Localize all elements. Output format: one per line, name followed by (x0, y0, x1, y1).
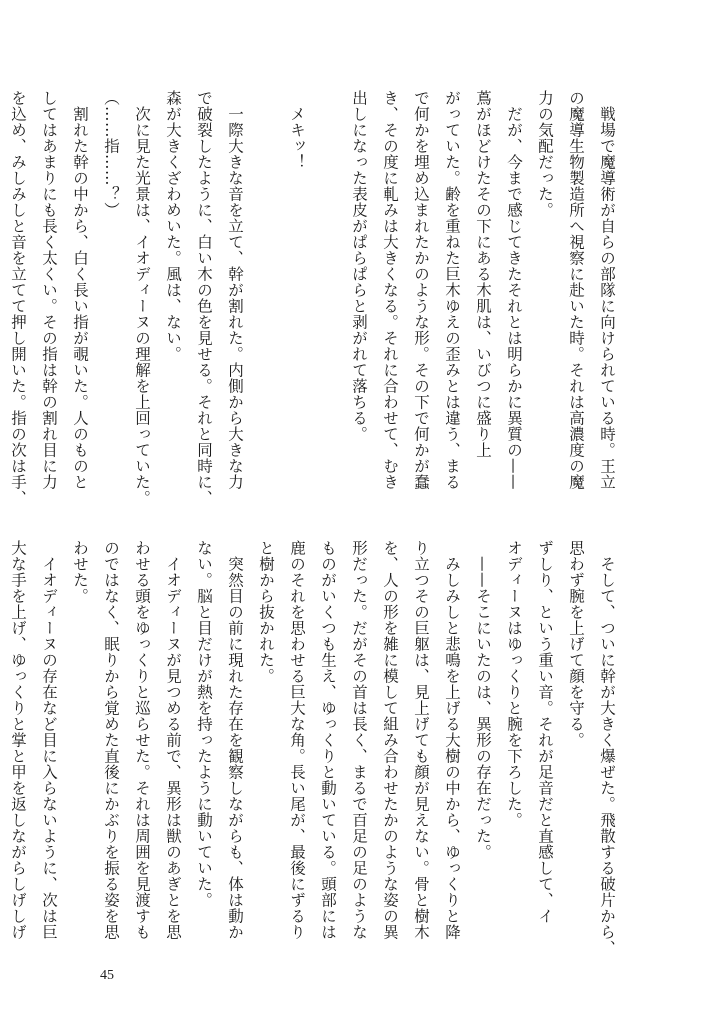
bottom_block-line: 大な手を上げ、ゆっくりと掌と甲を返しながらしげしげ (9, 540, 27, 940)
top-text-block (9, 90, 622, 506)
top_block-line: だが、今まで感じてきたそれとは明らかに異質の—— (505, 90, 523, 490)
bottom_block-line: 思わず腕を上げて顔を守る。 (567, 540, 585, 748)
bottom_block-line: そして、ついに幹が大きく爆ぜた。飛散する破片から、 (598, 540, 616, 956)
top_block-line: 一際大きな音を立て、幹が割れた。内側から大きな力 (226, 90, 244, 490)
bottom_block-line: ない。脳と目だけが熱を持ったように動いていた。 (195, 540, 213, 908)
bottom_block-line: ——そこにいたのは、異形の存在だった。 (474, 540, 492, 860)
bottom_block-line: を、人の形を雑に模して組み合わせたかのような姿の異 (381, 540, 399, 940)
top_block-line: （……指……？） (102, 90, 120, 218)
top_block-line: 割れた幹の中から、白く長い指が覗いた。人のものと (71, 90, 89, 490)
top_block-line: してはあまりにも長く太くい。その指は幹の割れ目に力 (40, 90, 58, 490)
bottom_block-line: わせる頭をゆっくりと巡らせた。それは周囲を見渡すも (133, 540, 151, 940)
bottom_block-line: イオディーヌの存在など目に入らないように、次は巨 (40, 540, 58, 940)
top_block-line: メキッ！ (288, 90, 306, 170)
top_block-line (250, 90, 281, 485)
top_block-line: 次に見た光景は、イオディーヌの理解を上回っていた。 (133, 90, 151, 506)
bottom_block-line: 鹿のそれを思わせる巨大な角。長い尾が、最後にずるり (288, 540, 306, 940)
top_block-line (312, 90, 343, 485)
bottom_block-line: り立つその巨躯は、見上げても顔が見えない。骨と樹木 (412, 540, 430, 940)
bottom_block-line: わせた。 (71, 540, 89, 604)
bottom_block-line: 形だった。だがその首は長く、まるで百足の足のような (350, 540, 368, 940)
bottom_block-line: のではなく、眠りから覚めた直後にかぶりを振る姿を思 (102, 540, 120, 940)
top_block-line: き、その度に軋みは大きくなる。それに合わせて、むき (381, 90, 399, 490)
top_block-line: 蔦がほどけたその下にある木肌は、いびつに盛り上 (474, 90, 492, 458)
bottom_block-line: と樹から抜かれた。 (257, 540, 275, 684)
bottom-text-block (9, 540, 622, 956)
page-number: 45 (100, 968, 114, 983)
top_block-line: を込め、みしみしと音を立てて押し開いた。指の次は手、 (9, 90, 27, 506)
bottom_block-line (0, 540, 2, 935)
bottom_block-line: みしみしと悲鳴を上げる大樹の中から、ゆっくりと降 (443, 540, 461, 940)
top_block-line: の魔導生物製造所へ視察に赴いた時。それは高濃度の魔 (567, 90, 585, 490)
bottom_block-line: ずしり、という重い音。それが足音だと直感して、イ (536, 540, 554, 924)
bottom_block-line: オディーヌはゆっくりと腕を下ろした。 (505, 540, 523, 828)
top_block-line: がっていた。齢を重ねた巨木ゆえの歪みとは違う、まる (443, 90, 461, 490)
top_block-line: 出しになった表皮がぱらぱらと剥がれて落ちる。 (350, 90, 368, 442)
top_block-line: 森が大きくざわめいた。風は、ない。 (164, 90, 182, 362)
top_block-line: で破裂したように、白い木の色を見せる。それと同時に、 (195, 90, 213, 506)
top_block-line: で何かを埋め込まれたかのような形。その下で何かが蠢 (412, 90, 430, 490)
bottom_block-line: イオディーヌが見つめる前で、異形は獣のあぎとを思 (164, 540, 182, 940)
top_block-line: 戦場で魔導術が自らの部隊に向けられている時。王立 (598, 90, 616, 490)
bottom_block-line: ものがいくつも生え、ゆっくりと動いている。頭部には (319, 540, 337, 940)
top_block-line: 力の気配だった。 (536, 90, 554, 218)
bottom_block-line: 突然目の前に現れた存在を観察しながらも、体は動か (226, 540, 244, 940)
top_block-line (0, 90, 2, 485)
